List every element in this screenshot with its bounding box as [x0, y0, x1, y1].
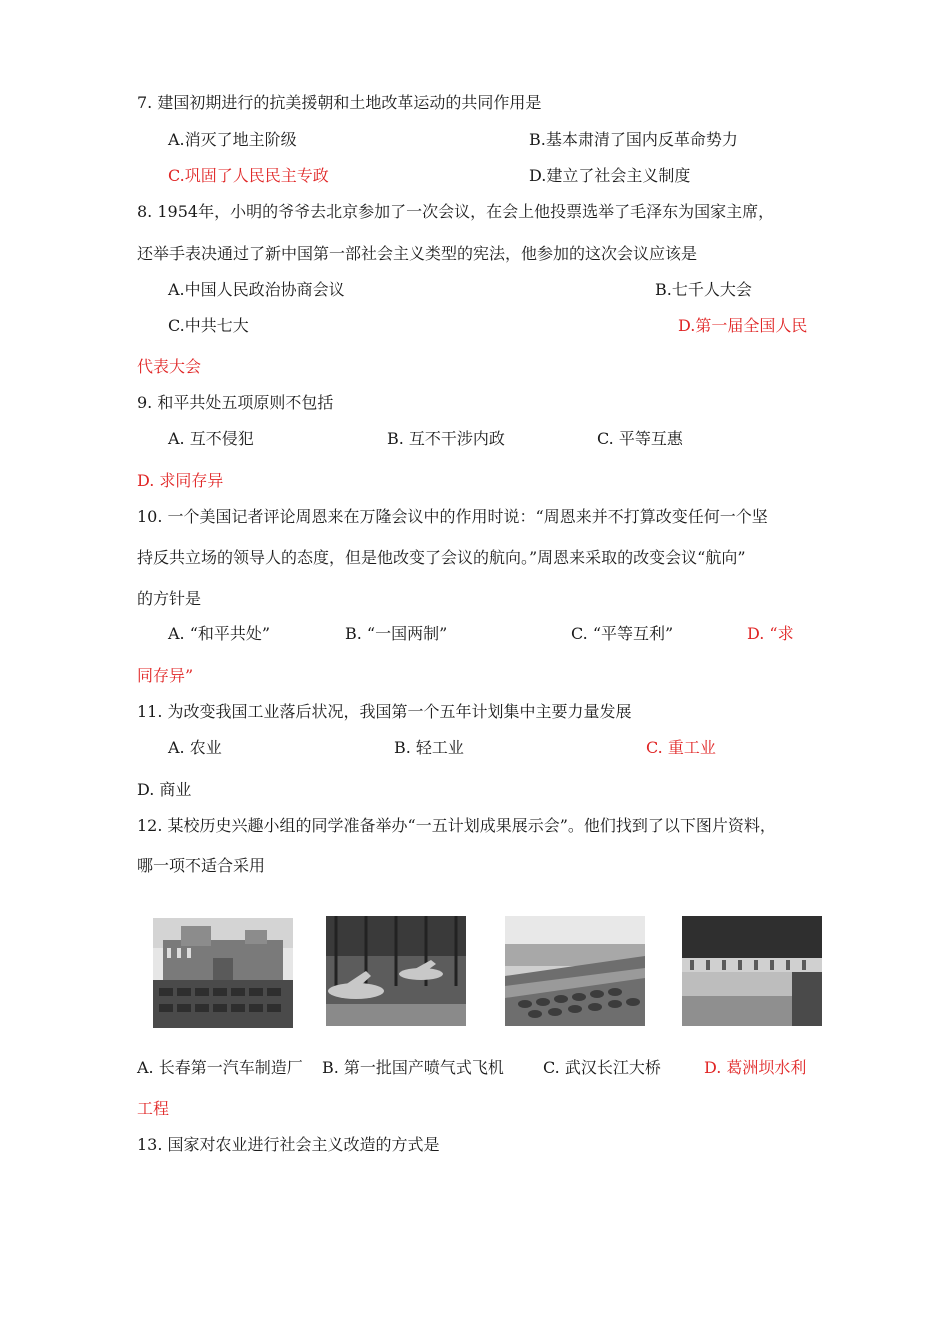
q11-option-a: A. 农业	[168, 738, 222, 757]
q12-stem-line1: 12. 某校历史兴趣小组的同学准备举办“一五计划成果展示会”。他们找到了以下图片资料，	[137, 816, 776, 835]
q11-option-d: D. 商业	[137, 780, 192, 799]
q8-option-b: B.七千人大会	[655, 280, 752, 299]
q7-option-d: D.建立了社会主义制度	[529, 166, 691, 185]
q9-stem: 9. 和平共处五项原则不包括	[137, 393, 334, 412]
q10-stem-line3: 的方针是	[137, 589, 202, 608]
photo-changchun-auto-factory	[153, 918, 293, 1028]
q7-option-c-answer: C.巩固了人民民主专政	[168, 166, 329, 185]
q9-option-c: C. 平等互惠	[597, 429, 683, 448]
q12-option-c: C. 武汉长江大桥	[543, 1058, 661, 1077]
q8-option-a: A.中国人民政治协商会议	[168, 280, 345, 299]
q12-option-a: A. 长春第一汽车制造厂	[137, 1058, 303, 1077]
q10-option-d-answer-cont: 同存异”	[137, 666, 194, 685]
q10-option-a: A. “和平共处”	[168, 624, 271, 643]
q8-stem-line1: 8. 1954年，小明的爷爷去北京参加了一次会议，在会上他投票选举了毛泽东为国家主席，	[137, 202, 775, 221]
q10-option-c: C. “平等互利”	[571, 624, 674, 643]
q9-option-a: A. 互不侵犯	[168, 429, 254, 448]
q8-stem-line2: 还举手表决通过了新中国第一部社会主义类型的宪法，他参加的这次会议应该是	[137, 244, 698, 263]
q8-option-d-answer-cont: 代表大会	[137, 357, 202, 376]
q7-stem: 7. 建国初期进行的抗美援朝和土地改革运动的共同作用是	[137, 93, 542, 112]
q12-option-d-answer-cont: 工程	[137, 1099, 170, 1118]
q9-option-b: B. 互不干涉内政	[387, 429, 505, 448]
q12-option-d-answer: D. 葛洲坝水利	[704, 1058, 807, 1077]
q11-stem: 11. 为改变我国工业落后状况，我国第一个五年计划集中主要力量发展	[137, 702, 632, 721]
q7-option-b: B.基本肃清了国内反革命势力	[529, 130, 738, 149]
q9-option-d-answer: D. 求同存异	[137, 471, 224, 490]
q11-option-b: B. 轻工业	[394, 738, 464, 757]
q10-stem-line1: 10. 一个美国记者评论周恩来在万隆会议中的作用时说：“周恩来并不打算改变任何一个坚	[137, 507, 768, 526]
q12-option-b: B. 第一批国产喷气式飞机	[322, 1058, 504, 1077]
q8-option-d-answer: D.第一届全国人民	[678, 316, 808, 335]
q12-stem-line2: 哪一项不适合采用	[137, 856, 266, 875]
photo-jet-aircraft	[326, 916, 466, 1026]
photo-wuhan-yangtze-bridge	[505, 916, 645, 1026]
q10-option-d-answer: D. “求	[747, 624, 794, 643]
q13-stem: 13. 国家对农业进行社会主义改造的方式是	[137, 1135, 440, 1154]
q7-option-a: A.消灭了地主阶级	[168, 130, 297, 149]
q8-option-c: C.中共七大	[168, 316, 249, 335]
q11-option-c-answer: C. 重工业	[646, 738, 716, 757]
q10-stem-line2: 持反共立场的领导人的态度，但是他改变了会议的航向。”周恩来采取的改变会议“航向”	[137, 548, 746, 567]
photo-gezhouba-dam	[682, 916, 822, 1026]
q10-option-b: B. “一国两制”	[345, 624, 448, 643]
